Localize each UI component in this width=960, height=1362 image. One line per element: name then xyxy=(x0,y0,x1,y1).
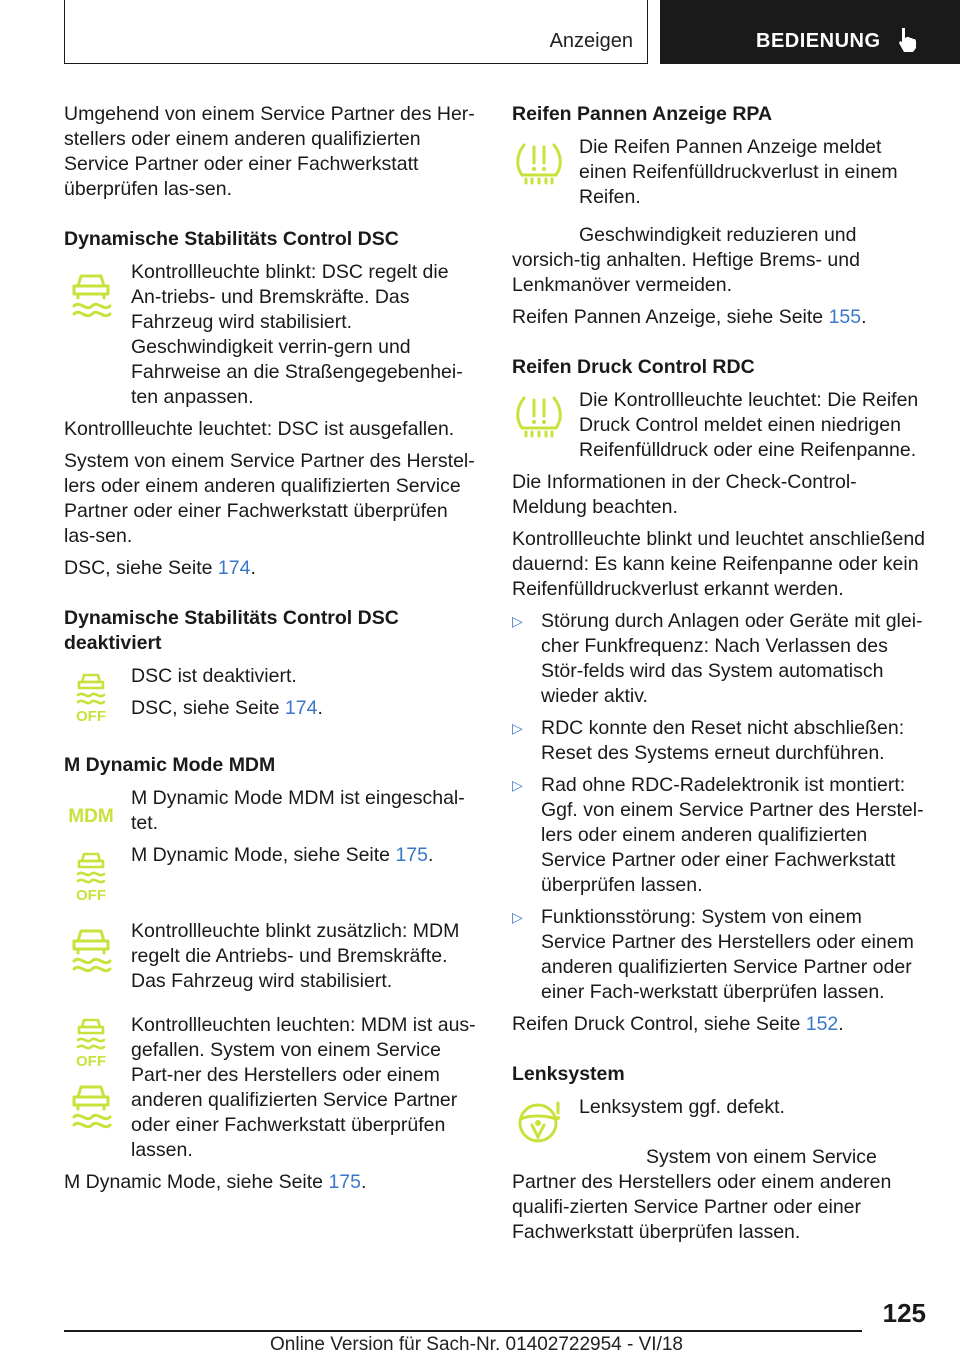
triangle-bullet-icon: ▷ xyxy=(512,613,523,629)
rdc-warning-icon xyxy=(512,390,579,440)
dsc-heading: Dynamische Stabilitäts Control DSC xyxy=(64,228,399,250)
intro-paragraph: Umgehend von einem Service Partner des Her-stellers oder einem anderen qualifizierten Service Partner oder einer Fachwerkstatt überprüfen las-sen. xyxy=(64,103,475,200)
mdm-failure-icons xyxy=(64,1015,131,1139)
mdm-dsc-off-warning-light-icon xyxy=(64,845,131,903)
dsc-paragraph-2: Kontrollleuchte leuchtet: DSC ist ausgefallen. xyxy=(64,418,455,440)
rpa-paragraph-1: Die Reifen Pannen Anzeige meldet einen Reifenfülldruckverlust in einem Reifen. xyxy=(579,136,898,208)
page-number: 125 xyxy=(882,1298,926,1328)
rdc-heading: Reifen Druck Control RDC xyxy=(512,356,755,378)
mdm-indicator-icon xyxy=(64,788,131,836)
mdm-reference-2: M Dynamic Mode, siehe Seite 175. xyxy=(64,1171,367,1193)
header-section-box xyxy=(64,0,648,64)
steering-heading: Lenksystem xyxy=(512,1063,625,1085)
list-item: ▷ Störung durch Anlagen oder Geräte mit glei-cher Funkfrequenz: Nach Verlassen des Stör-felds wird das System automatisch wieder aktiv. xyxy=(512,610,923,707)
triangle-bullet-icon: ▷ xyxy=(512,777,523,793)
rpa-page-link[interactable]: 155 xyxy=(828,306,862,328)
header-chapter-title: BEDIENUNG xyxy=(756,30,881,52)
dsc-off-warning-light-icon xyxy=(64,666,131,724)
dsc-off-page-link[interactable]: 174 xyxy=(284,697,318,719)
dsc-paragraph-3: System von einem Service Partner des Herstel-lers oder einem anderen qualifizierten Service Partner oder einer Fachwerkstatt überprüfen las-sen. xyxy=(64,450,475,547)
triangle-bullet-icon: ▷ xyxy=(512,909,523,925)
header-chapter-box xyxy=(660,0,960,64)
footer-text: Online Version für Sach-Nr. 01402722954 - VI/18 xyxy=(270,1334,683,1355)
dsc-off-reference: DSC, siehe Seite 174. xyxy=(131,697,323,719)
dsc-off-heading: Dynamische Stabilitäts Control DSC deaktiviert xyxy=(64,607,399,654)
mdm-icon-label: MDM xyxy=(68,806,114,827)
rdc-reference: Reifen Druck Control, siehe Seite 152. xyxy=(512,1013,844,1035)
rpa-heading: Reifen Pannen Anzeige RPA xyxy=(512,103,773,125)
rdc-paragraph-1: Die Kontrollleuchte leuchtet: Die Reifen Druck Control meldet einen niedrigen Reifenfülldruck oder eine Reifenpanne. xyxy=(579,389,919,461)
mdm-paragraph-3: Kontrollleuchten leuchten: MDM ist aus-gefallen. System von einem Service Part-ner des Herstellers oder einem anderen qualifizierten Service Partner oder einer Fachwerkstatt überprüfen lassen. xyxy=(131,1014,476,1161)
svg-text:OFF: OFF xyxy=(76,1053,106,1070)
left-column xyxy=(64,102,482,1202)
dsc-page-link[interactable]: 174 xyxy=(217,557,251,579)
steering-paragraph-2: System von einem Service Partner des Herstellers oder einem anderen qualifi-zierten Service Partner oder einer Fachwerkstatt überprüfen lassen. xyxy=(512,1146,892,1243)
dsc-paragraph-1: Kontrollleuchte blinkt: DSC regelt die An-triebs- und Bremskräfte. Das Fahrzeug wird stabilisiert. Geschwindigkeit verrin-gern und Fahrweise an die Straßengegebenhei-ten anpassen. xyxy=(131,261,463,408)
mdm-heading: M Dynamic Mode MDM xyxy=(64,754,276,776)
mdm-paragraph-1: M Dynamic Mode MDM ist eingeschal-tet. xyxy=(131,787,465,834)
triangle-bullet-icon: ▷ xyxy=(512,720,523,736)
mdm-paragraph-2: Kontrollleuchte blinkt zusätzlich: MDM regelt die Antriebs- und Bremskräfte. Das Fahrzeug wird stabilisiert. xyxy=(131,920,460,992)
rdc-paragraph-2: Die Informationen in der Check-Control-Meldung beachten. xyxy=(512,471,857,518)
header-section-title: Anzeigen xyxy=(549,30,633,52)
rdc-bullet-list xyxy=(512,609,930,1005)
dsc-off-paragraph: DSC ist deaktiviert. xyxy=(131,665,297,687)
right-column xyxy=(512,102,930,1252)
svg-text:OFF: OFF xyxy=(76,708,106,724)
steering-wheel-warning-icon xyxy=(512,1097,579,1147)
dsc-warning-light-icon xyxy=(64,262,131,318)
mdm-page-link-2[interactable]: 175 xyxy=(328,1171,361,1193)
list-item: ▷ RDC konnte den Reset nicht abschließen: Reset des Systems erneut durchführen. xyxy=(512,717,905,764)
list-item: ▷ Funktionsstörung: System von einem Service Partner des Herstellers oder einem anderen qualifizierten Service Partner oder einer Fach-werkstatt überprüfen lassen. xyxy=(512,906,914,1003)
steering-paragraph-1: Lenksystem ggf. defekt. xyxy=(579,1096,785,1118)
footer-divider xyxy=(64,1330,862,1332)
rdc-paragraph-3: Kontrollleuchte blinkt und leuchtet anschließend dauernd: Es kann keine Reifenpanne oder kein Reifenfülldruckverlust erkannt werden. xyxy=(512,528,926,600)
rpa-reference: Reifen Pannen Anzeige, siehe Seite 155. xyxy=(512,306,867,328)
dsc-reference: DSC, siehe Seite 174. xyxy=(64,557,256,579)
list-item: ▷ Rad ohne RDC-Radelektronik ist montiert: Ggf. von einem Service Partner des Herstel-lers oder einem anderen qualifizierten Service Partner oder einer Fachwerkstatt überprüfen lassen. xyxy=(512,774,924,896)
mdm-reference-1: M Dynamic Mode, siehe Seite 175. xyxy=(131,844,434,866)
pointing-hand-icon xyxy=(896,26,920,54)
rdc-page-link[interactable]: 152 xyxy=(805,1013,839,1035)
svg-text:OFF: OFF xyxy=(76,887,106,903)
mdm-page-link-1[interactable]: 175 xyxy=(395,844,428,866)
rpa-paragraph-2: Geschwindigkeit reduzieren und vorsich-tig anhalten. Heftige Brems- und Lenkmanöver vermeiden. xyxy=(512,224,860,296)
mdm-dsc-warning-light-icon xyxy=(64,921,131,977)
tire-pressure-warning-icon xyxy=(512,137,579,187)
